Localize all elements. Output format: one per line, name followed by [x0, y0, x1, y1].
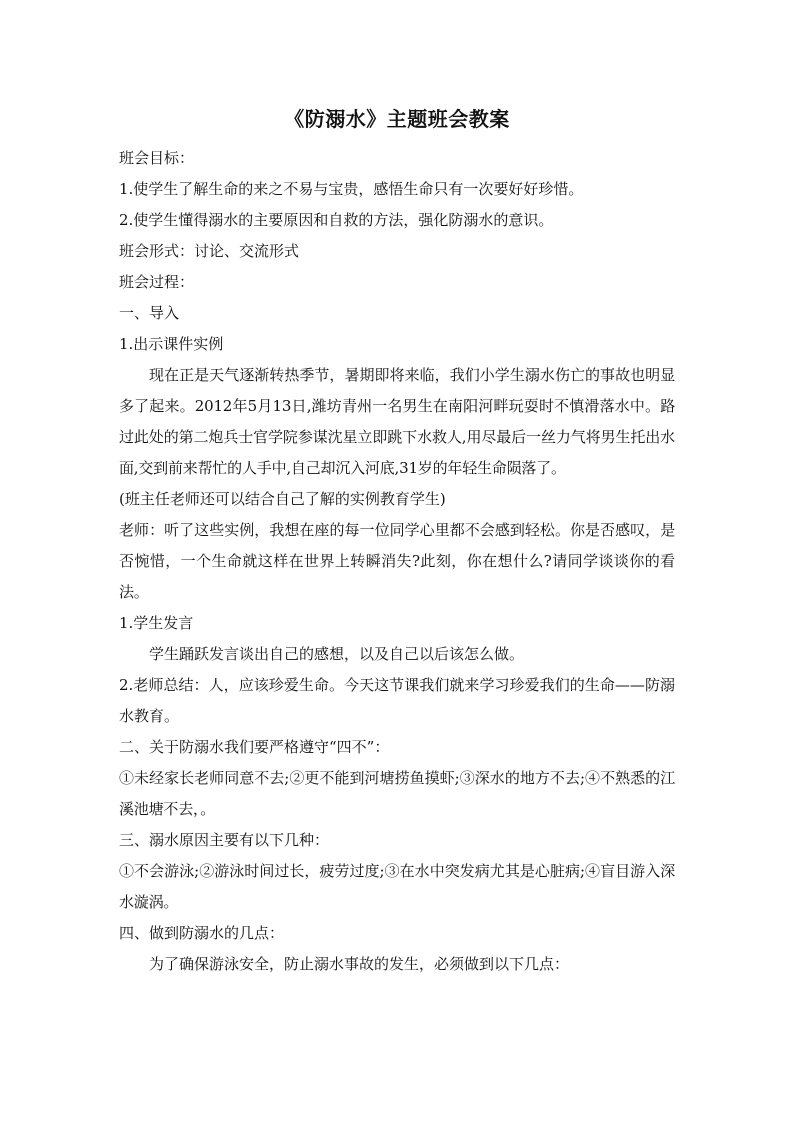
goal-item-2: 2.使学生懂得溺水的主要原因和自救的方法，强化防溺水的意识。 [119, 211, 554, 229]
section-2-heading: 二、关于防溺水我们要严格遵守“四不”： [119, 738, 390, 756]
goal-item-1: 1.使学生了解生命的来之不易与宝贵，感悟生命只有一次要好好珍惜。 [119, 180, 584, 198]
teacher-note: (班主任老师还可以结合自己了解的实例教育学生) [119, 490, 446, 508]
section-4-heading: 四、做到防溺水的几点： [119, 924, 285, 942]
goal-heading: 班会目标： [119, 149, 195, 167]
document-body [119, 103, 675, 980]
student-heading: 1.学生发言 [119, 614, 194, 632]
example-paragraph: 现在正是天气逐渐转热季节，暑期即将来临，我们小学生溺水伤亡的事故也明显多了起来。2012年5月13日,潍坊青州一名男生在南阳河畔玩耍时不慎滑落水中。路过此处的第二炮兵士官学院参谋沈星立即跳下水救人,用尽最后一丝力气将男生托出水面,交到前来帮忙的人手中,自己却沉入河底,31岁的年轻生命陨落了。 [119, 366, 675, 477]
section-4-text: 为了确保游泳安全，防止溺水事故的发生，必须做到以下几点： [149, 955, 570, 973]
student-text: 学生踊跃发言谈出自己的感想，以及自己以后该怎么做。 [149, 645, 525, 663]
section-3-heading: 三、溺水原因主要有以下几种： [119, 831, 330, 849]
format-line: 班会形式：讨论、交流形式 [119, 242, 300, 260]
process-heading: 班会过程： [119, 273, 195, 291]
example-heading: 1.出示课件实例 [119, 335, 224, 353]
section-2-text: ①未经家长老师同意不去;②更不能到河塘捞鱼摸虾;③深水的地方不去;④不熟悉的江溪池塘不去，。 [119, 769, 675, 818]
teacher-paragraph: 老师：听了这些实例，我想在座的每一位同学心里都不会感到轻松。你是否感叹，是否惋惜，一个生命就这样在世界上转瞬消失?此刻，你在想什么?请同学谈谈你的看法。 [119, 521, 675, 601]
section-3-text: ①不会游泳;②游泳时间过长，疲劳过度;③在水中突发病尤其是心脏病;④盲目游入深水漩涡。 [119, 862, 675, 911]
section-1-heading: 一、导入 [119, 304, 180, 322]
teacher-summary: 2.老师总结：人，应该珍爱生命。今天这节课我们就来学习珍爱我们的生命——防溺水教育。 [119, 676, 675, 725]
document-title: 《防溺水》主题班会教案 [284, 107, 510, 131]
